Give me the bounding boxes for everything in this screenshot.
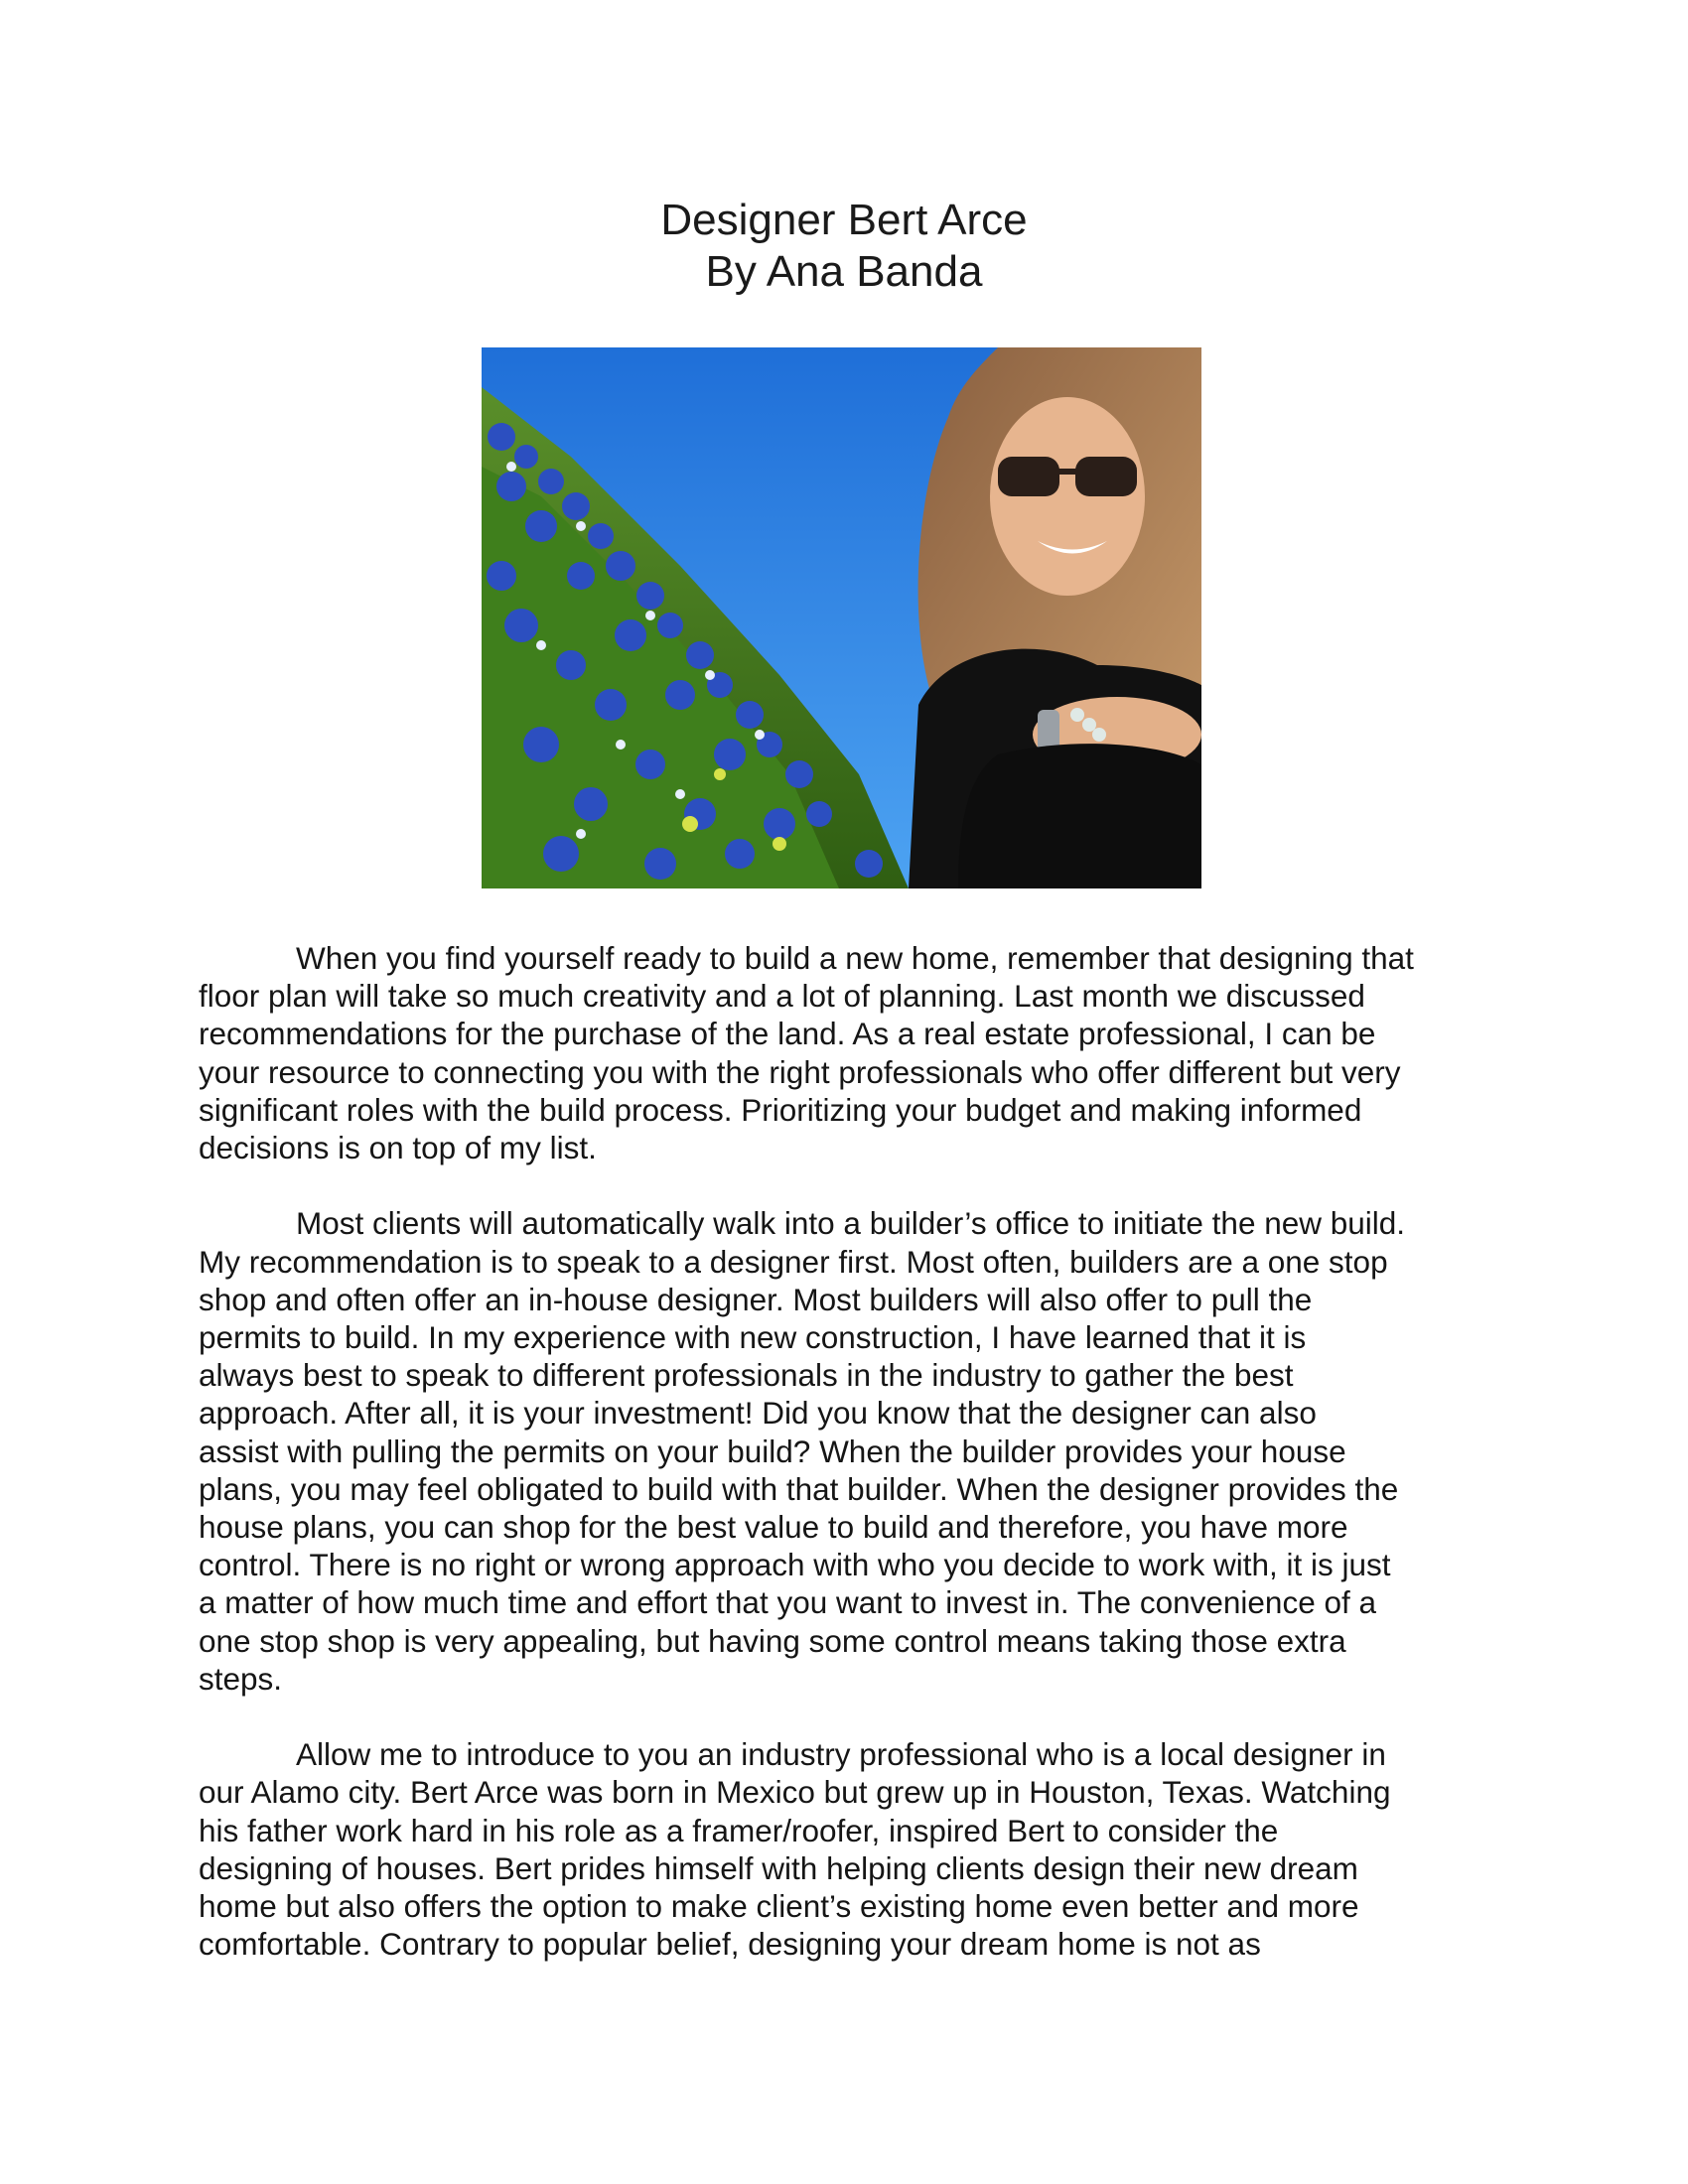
text-line: significant roles with the build process. Prioritizing your budget and making informed [199,1091,1362,1128]
paragraph-2 [199,1204,1489,1698]
text-line: Most clients will automatically walk into a builder’s office to initiate the new build. [296,1205,1406,1242]
article-byline: By Ana Banda [705,247,983,296]
article-photo [482,347,1201,888]
text-line: My recommendation is to speak to a designer first. Most often, builders are a one stop [199,1243,1388,1280]
text-line: plans, you may feel obligated to build with that builder. When the designer provides the [199,1470,1399,1507]
text-line: designing of houses. Bert prides himself with helping clients design their new dream [199,1849,1358,1886]
article-body [199,939,1489,2001]
paragraph-1 [199,939,1489,1166]
paragraph-3 [199,1735,1489,1963]
text-line: always best to speak to different professionals in the industry to gather the best [199,1357,1294,1394]
text-line: assist with pulling the permits on your build? When the builder provides your house [199,1433,1346,1469]
text-line: floor plan will take so much creativity and a lot of planning. Last month we discussed [199,978,1365,1015]
article-title: Designer Bert Arce [660,196,1028,244]
text-line: your resource to connecting you with the right professionals who offer different but very [199,1053,1401,1090]
text-line: shop and often offer an in-house designer. Most builders will also offer to pull the [199,1281,1313,1317]
text-line: home but also offers the option to make client’s existing home even better and more [199,1888,1359,1925]
text-line: permits to build. In my experience with new construction, I have learned that it is [199,1319,1307,1356]
text-line: one stop shop is very appealing, but having some control means taking those extra [199,1622,1346,1659]
text-line: house plans, you can shop for the best value to build and therefore, you have more [199,1509,1348,1546]
text-line: a matter of how much time and effort that you want to invest in. The convenience of a [199,1584,1377,1621]
text-line: comfortable. Contrary to popular belief, designing your dream home is not as [199,1926,1261,1963]
text-line: approach. After all, it is your investment! Did you know that the designer can also [199,1395,1317,1432]
text-line: control. There is no right or wrong approach with who you decide to work with, it is just [199,1547,1391,1583]
text-line: decisions is on top of my list. [199,1130,597,1166]
text-line: our Alamo city. Bert Arce was born in Mexico but grew up in Houston, Texas. Watching [199,1774,1391,1811]
text-line: Allow me to introduce to you an industry professional who is a local designer in [296,1736,1386,1773]
text-line: recommendations for the purchase of the land. As a real estate professional, I can be [199,1016,1376,1052]
text-line: his father work hard in his role as a framer/roofer, inspired Bert to consider the [199,1812,1279,1848]
text-line: steps. [199,1660,283,1697]
text-line: When you find yourself ready to build a new home, remember that designing that [296,940,1414,976]
title-block [0,195,1688,298]
photo-illustration [482,347,1201,888]
